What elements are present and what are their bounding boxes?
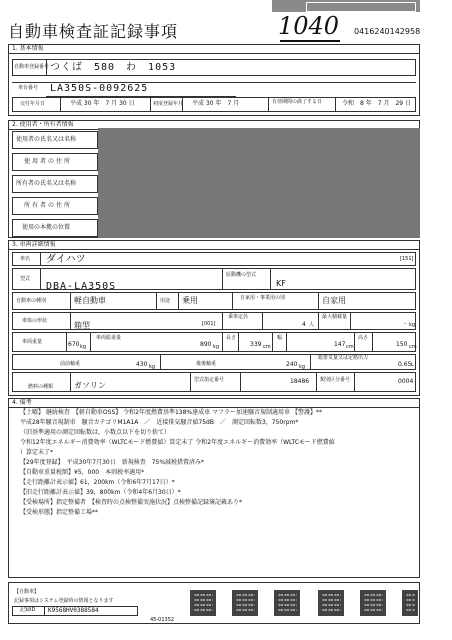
engine-label: 原動機の型式 [226, 272, 257, 278]
first-reg-label: 初度登録年月 [153, 101, 184, 107]
fuel-label: 燃料の種類 [28, 384, 54, 390]
maxload-label: 最大積載量 [322, 314, 348, 320]
front-value: 430 [136, 361, 148, 368]
displacement-label: 総排気量又は定格出力 [318, 355, 369, 361]
owner-row-5: 使用の本拠の位置 [22, 224, 71, 231]
qr-code-4 [318, 590, 344, 616]
weight-unit: kg [80, 344, 87, 350]
width-label: 幅 [277, 335, 283, 341]
body-label: 車体の形状 [22, 318, 48, 324]
note-line: 【自動車重量税額】¥5，000 本則税率適用* [20, 469, 145, 476]
vin-value: LA350S-0092625 [50, 83, 149, 94]
section-notes-heading: 4. 備考 [12, 399, 32, 406]
body-value: 箱型 [74, 321, 90, 330]
width-unit: cm [346, 344, 354, 350]
gross-label: 車両総重量 [96, 335, 122, 341]
note-line: 【走行距離計表示値】61，200km（令和6年7月17日）* [20, 479, 175, 486]
issue-label: 交付年月日 [20, 101, 46, 107]
height-label: 高さ [358, 335, 369, 341]
owner-row-4: 所有者の住所 [24, 202, 73, 209]
maxload-unit: kg [409, 322, 416, 328]
owner-row-2: 使用者の住所 [24, 158, 73, 165]
maker-code: [151] [400, 256, 414, 262]
expiry-value: 令和 8 年 7 月 29 日 [342, 100, 411, 107]
reg-label: 自動車登録番号 [14, 64, 50, 70]
qr-code-6 [402, 590, 418, 616]
qr-code-2 [232, 590, 258, 616]
body-code: [001] [202, 321, 216, 327]
qr-code-3 [274, 590, 300, 616]
front-unit: kg [149, 364, 156, 370]
owner-row-3: 所有者の氏名又は名称 [16, 180, 77, 187]
height-unit: cm [409, 344, 417, 350]
record-id-value: K9568HV0388584 [48, 607, 99, 614]
model-value: DBA-LA350S [46, 281, 117, 292]
section-vehicle-heading: 3. 車両詳細情報 [12, 241, 56, 248]
expiry-label: 有効期間の満了する日 [272, 99, 323, 105]
section-owner-heading: 2. 使用者・所有者情報 [12, 121, 74, 128]
designation-label: 型式指定番号 [194, 377, 225, 383]
length-label: 長さ [226, 335, 237, 341]
maxload-value: - [404, 320, 407, 327]
footer-memo-label: 【自動車】 [14, 589, 40, 595]
rear-value: 240 [286, 361, 298, 368]
footer-notice: 記録事項はシステム登録時の情報となります [14, 598, 114, 604]
front-label: 前前軸重 [60, 361, 81, 367]
first-reg-value: 平成 30 年 7 月 [192, 100, 240, 107]
designation-value: 18486 [290, 378, 310, 385]
owner-row-1: 使用者の氏名又は名称 [16, 136, 77, 143]
section-basic-heading: 1. 基本情報 [12, 45, 44, 52]
model-label: 型式 [20, 276, 31, 282]
width-value: 147 [334, 341, 346, 348]
note-line: 令和12年度エネルギー消費効率（WLTCモード燃費値）算定未了 令和2年度エネルギー消費効率（WLTCモード燃費値 [20, 439, 335, 446]
note-line: 平成28年騒音規制車 騒音カテゴリM1A1A ／ 近接排気騒音値75dB ／ 測定回転数3，750rpm* [20, 419, 299, 426]
gross-value: 890 [200, 341, 212, 348]
vin-label: 車台番号 [18, 85, 39, 91]
gross-unit: kg [213, 344, 220, 350]
use-value: 乗用 [182, 296, 198, 305]
engine-value: KF [276, 279, 286, 288]
category-label: 類別区分番号 [320, 377, 351, 383]
length-unit: cm [263, 344, 271, 350]
record-id-label: 記録ID [20, 607, 36, 613]
issue-value: 平成 30 年 7 月 30 日 [70, 100, 135, 107]
capacity-value: 4 [302, 321, 306, 328]
owner-redaction [98, 128, 420, 238]
note-line: 【受検場所】指定整備者 【検査時の点検整備実施状況】点検整備記録簿記載あり* [20, 499, 243, 506]
reg-value: つくば 580 わ 1053 [50, 62, 177, 73]
maker-value: ダイハツ [46, 254, 86, 265]
displacement-unit: L [411, 362, 414, 368]
use-label: 用途 [160, 298, 171, 304]
page-number: 45-01352 [150, 617, 175, 623]
weight-value: 670 [68, 341, 80, 348]
rear-label: 後後軸重 [196, 361, 217, 367]
purpose-value: 自家用 [322, 296, 346, 305]
maker-label: 車名 [20, 256, 31, 262]
type-label: 自動車の種別 [16, 298, 47, 304]
purpose-label: 自家用・事業用の別 [240, 295, 286, 301]
qr-code-1 [190, 590, 216, 616]
weight-label: 車両重量 [22, 339, 43, 345]
capacity-unit: 人 [309, 322, 315, 328]
category-value: 0004 [398, 378, 414, 385]
date-box [306, 2, 416, 12]
type-value: 軽自動車 [74, 296, 106, 305]
fuel-value: ガソリン [74, 381, 106, 390]
qr-code-5 [360, 590, 386, 616]
capacity-label: 乗車定員 [228, 314, 249, 320]
note-line: 【旧走行距離計表示値】39，800km（令和4年6月30日）* [20, 489, 181, 496]
doc-number: 0416240142958 [354, 27, 421, 36]
note-line: 【土曜】 継続検査 【軽自動車OSS】 令和2年度燃費基準138%達成車 マフラー加速騒音規制適用車 【警護】** [20, 409, 322, 416]
displacement-value: 0.65 [398, 361, 412, 368]
note-line: 【受検形態】指定整備工場** [20, 509, 99, 516]
rear-unit: kg [299, 364, 306, 370]
height-value: 150 [396, 341, 408, 348]
handwritten-number: 1040 [278, 12, 340, 40]
document-title: 自動車検査証記録事項 [8, 22, 179, 41]
handwritten-underline [280, 40, 340, 42]
note-line: ）算定未了* [20, 449, 54, 456]
length-value: 339 [250, 341, 262, 348]
note-line: 【29年度登録】 平成30年7月30日 新規検査 75%減税措置済み* [20, 459, 205, 466]
note-line: （旧基準適用の測定回転数は，小数点以下を切り捨て） [20, 429, 171, 436]
